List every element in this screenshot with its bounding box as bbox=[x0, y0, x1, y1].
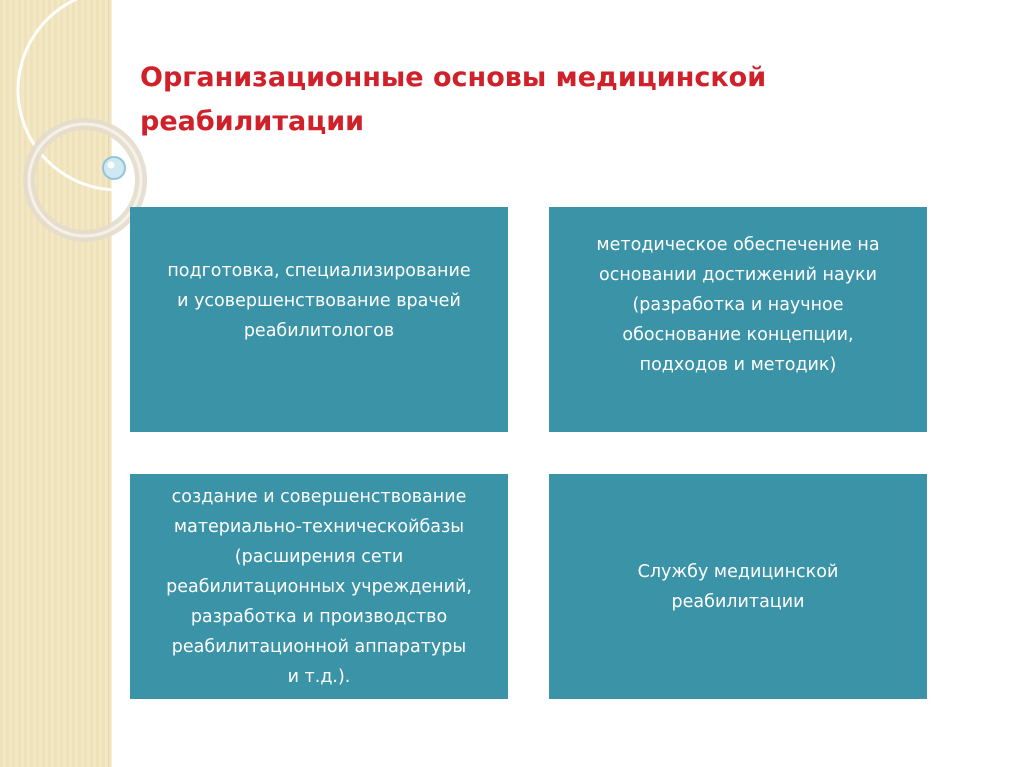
content-box-training bbox=[130, 207, 508, 432]
page-title: Организационные основы медицинской реабилитации bbox=[140, 62, 767, 137]
content-box-text: методическое обеспечение на основании достижений науки (разработка и научное обоснование концепции, подходов и методик) bbox=[596, 234, 880, 375]
content-box-text: подготовка, специализирование и усовершенствование врачей реабилитологов bbox=[167, 260, 471, 341]
content-box-text: создание и совершенствование материально-техническойбазы (расширения сети реабилитационных учреждений, разработка и производство реабилитационной аппаратуры и т.д.). bbox=[166, 486, 472, 687]
content-box-rehab-service bbox=[549, 474, 927, 699]
content-box-material-base bbox=[130, 474, 508, 699]
content-box-text: Службу медицинской реабилитации bbox=[637, 561, 839, 612]
content-box-methodology bbox=[549, 207, 927, 432]
